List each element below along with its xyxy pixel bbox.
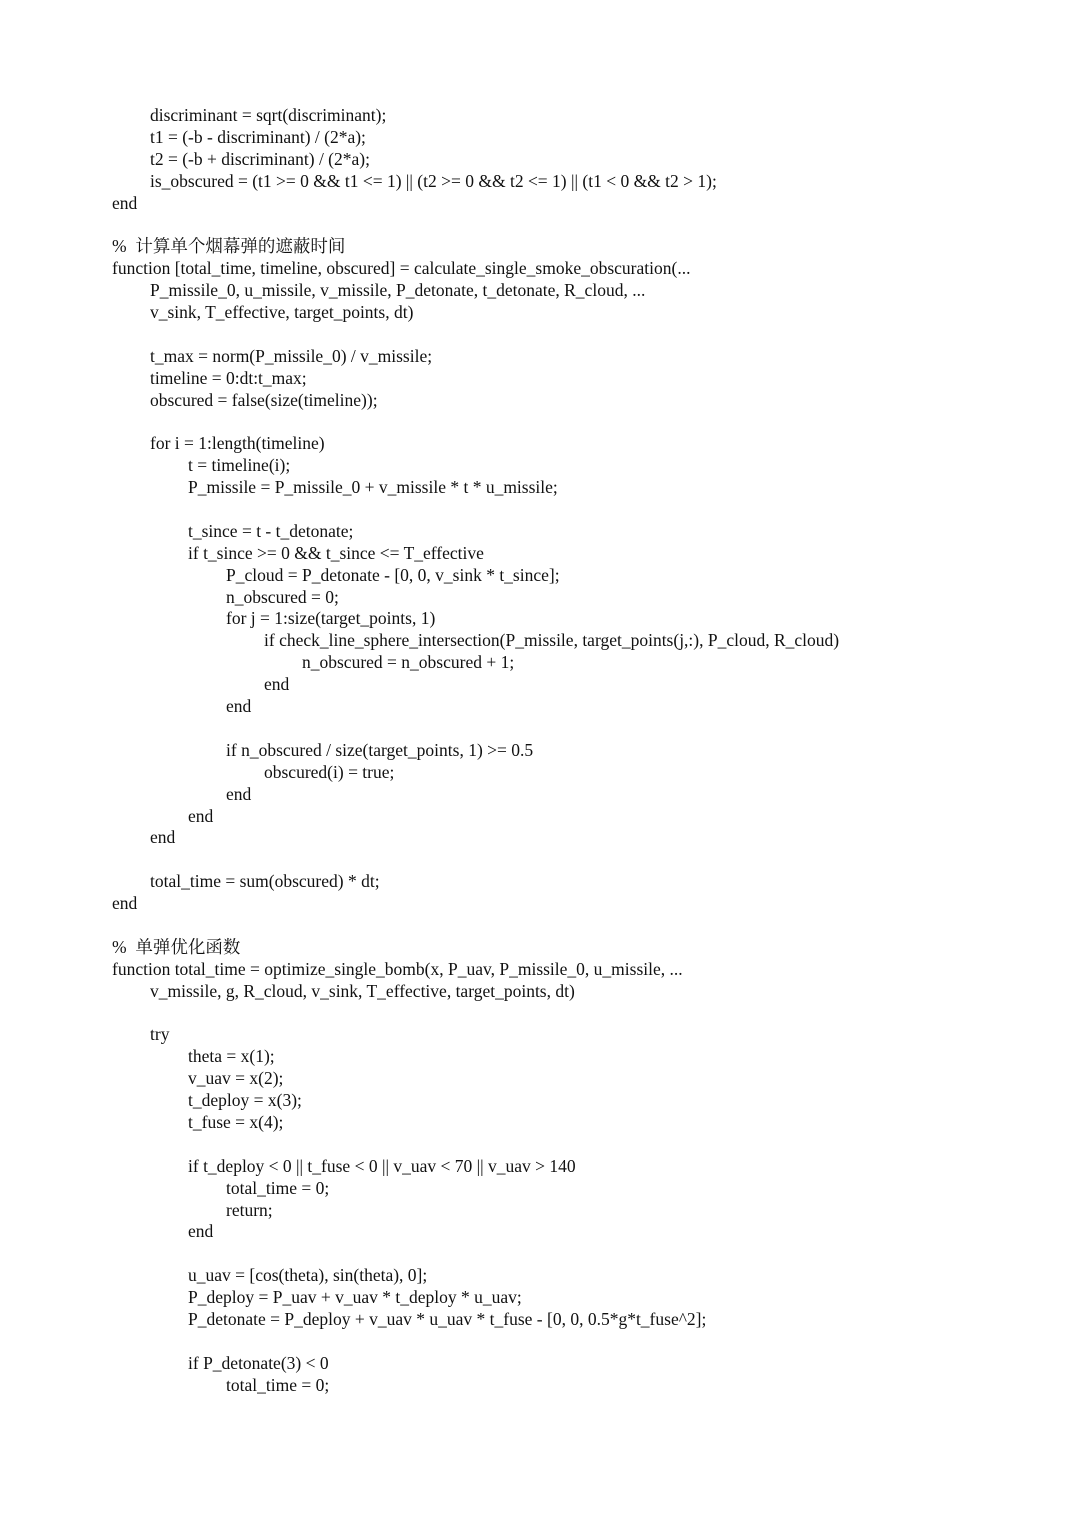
blank-line (112, 499, 1052, 521)
code-line: end (264, 674, 290, 695)
code-line: if n_obscured / size(target_points, 1) >= 0.5 (226, 739, 534, 760)
code-line: end (226, 696, 252, 717)
code-line: return; (226, 1199, 273, 1220)
code-line: t2 = (-b + discriminant) / (2*a); (150, 148, 370, 169)
code-line: u_uav = [cos(theta), sin(theta), 0]; (188, 1265, 428, 1286)
code-line: t_max = norm(P_missile_0) / v_missile; (150, 345, 433, 366)
code-line: total_time = 0; (226, 1177, 330, 1198)
code-line: if P_detonate(3) < 0 (188, 1352, 329, 1373)
code-line: discriminant = sqrt(discriminant); (150, 105, 387, 125)
code-line: timeline = 0:dt:t_max; (150, 367, 307, 388)
code-line: end (188, 1221, 214, 1242)
code-comment-line: % 计算单个烟幕弹的遮蔽时间 (112, 236, 346, 257)
code-line: end (112, 192, 138, 213)
blank-line (112, 915, 1052, 937)
code-line: t_deploy = x(3); (188, 1090, 302, 1111)
code-line: is_obscured = (t1 >= 0 && t1 <= 1) || (t2 >= 0 && t2 <= 1) || (t1 < 0 && t2 > 1); (150, 170, 717, 191)
code-line: theta = x(1); (188, 1046, 275, 1067)
code-line: end (112, 893, 138, 914)
code-line: P_detonate = P_deploy + v_uav * u_uav * t_fuse - [0, 0, 0.5*g*t_fuse^2]; (188, 1308, 707, 1329)
code-line: v_uav = x(2); (188, 1068, 284, 1089)
blank-line (112, 1243, 1052, 1265)
code-line: for i = 1:length(timeline) (150, 433, 325, 454)
code-line: total_time = sum(obscured) * dt; (150, 871, 380, 892)
code-line: total_time = 0; (226, 1374, 330, 1395)
code-line: n_obscured = 0; (226, 586, 339, 607)
code-line: P_missile = P_missile_0 + v_missile * t * u_missile; (188, 477, 558, 498)
code-line: if check_line_sphere_intersection(P_missile, target_points(j,:), P_cloud, R_cloud) (264, 630, 840, 651)
blank-line (112, 1134, 1052, 1156)
blank-line (112, 411, 1052, 433)
code-line: obscured(i) = true; (264, 761, 395, 782)
code-line: n_obscured = n_obscured + 1; (302, 652, 515, 673)
blank-line (112, 1003, 1052, 1025)
code-line: t_fuse = x(4); (188, 1111, 284, 1132)
code-listing (112, 105, 1052, 1397)
code-line: end (226, 783, 252, 804)
code-line: obscured = false(size(timeline)); (150, 389, 378, 410)
code-line: P_deploy = P_uav + v_uav * t_deploy * u_uav; (188, 1287, 522, 1308)
code-line: if t_deploy < 0 || t_fuse < 0 || v_uav < 70 || v_uav > 140 (188, 1155, 576, 1176)
code-line: if t_since >= 0 && t_since <= T_effective (188, 542, 484, 563)
blank-line (112, 1331, 1052, 1353)
code-line: P_cloud = P_detonate - [0, 0, v_sink * t_since]; (226, 564, 560, 585)
code-line: t_since = t - t_detonate; (188, 520, 354, 541)
code-line: for j = 1:size(target_points, 1) (226, 608, 436, 629)
code-line: t1 = (-b - discriminant) / (2*a); (150, 126, 366, 147)
code-line: function total_time = optimize_single_bomb(x, P_uav, P_missile_0, u_missile, ... (112, 958, 683, 979)
code-line: t = timeline(i); (188, 455, 291, 476)
blank-line (112, 214, 1052, 236)
blank-line (112, 849, 1052, 871)
code-line: try (150, 1024, 170, 1045)
code-line: v_missile, g, R_cloud, v_sink, T_effective, target_points, dt) (150, 980, 575, 1001)
code-comment-line: % 单弹优化函数 (112, 936, 241, 957)
code-line: function [total_time, timeline, obscured] = calculate_single_smoke_obscuration(... (112, 258, 691, 279)
code-line: end (188, 805, 214, 826)
blank-line (112, 718, 1052, 740)
code-line: end (150, 827, 176, 848)
code-line: P_missile_0, u_missile, v_missile, P_detonate, t_detonate, R_cloud, ... (150, 280, 646, 301)
code-line: v_sink, T_effective, target_points, dt) (150, 302, 414, 323)
blank-line (112, 324, 1052, 346)
